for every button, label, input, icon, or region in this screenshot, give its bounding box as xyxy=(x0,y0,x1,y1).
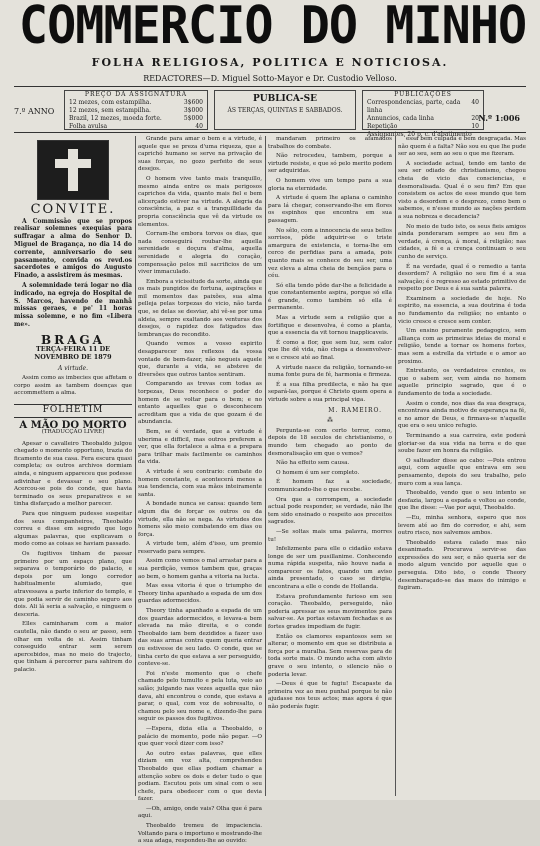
price-value: 3$600 xyxy=(183,99,203,106)
article-paragraph: É a sua filha predilecta, e não ha que separá-las, porque é Christo quem opera a virtude sobre a sua principal viga. xyxy=(268,381,392,403)
prices-heading: PREÇO DA ASSIGNATURA xyxy=(84,91,188,98)
column-1 xyxy=(14,136,132,796)
pub-value: 40 xyxy=(471,99,479,106)
editors-line: REDACTORES—D. Miguel Sotto-Mayor e Dr. Custodio Velloso. xyxy=(143,74,397,83)
publica-heading: PUBLICA-SE xyxy=(252,94,317,104)
story-paragraph: Foi n'este momento que o chefe chamado pelo tumulto e pela luta, veio ao salão; julgando nas vezes aquella que não dava, ahi encontrou o conde, que estava a parar, o qual, com voz de sobresalto, o chamou pelo seu nome e, dizendo-lhe para seguir os passos dos fugitivos. xyxy=(138,670,262,723)
pub-label: Repetição xyxy=(367,123,398,130)
anno-label: 7.º ANNO xyxy=(14,107,55,116)
rule-top xyxy=(14,86,526,87)
story-paragraph: Elles caminharam com a maior cautella, não dando o seu ar passo, sem olhar em volta de si. Assim tinham conseguido entrar sem serem apercebidos, mas no meio do trajecto, que tinham á percorrer para sahirem do palacio. xyxy=(14,621,132,673)
column-rule xyxy=(395,136,396,796)
story-paragraph: O salteador disse ao cabo: —Pois entrou aqui, com aquelle que entrava em seu pensamento, depois do seu trabalho, pelo muro com a sua lança. xyxy=(398,457,526,487)
section-braga: BRAGA xyxy=(41,332,105,347)
article-paragraph: A sociedade actual, tendo em tanto de seu ser odiado de christianismo, chegou cheia de vicio das consciencias, e desmoralisada. Qual é o seu fim? Em que consistem os actos de esse mundo que tem visto a desordem e o desprezo, como bem o sabemos, e n'esse mundo as nações perdem a sua nobreza e decadencia? xyxy=(398,160,526,220)
article-paragraph: Comparando as trevas com todas as torpezas, Deus reconhece o poder do homem de se voltar para o bem; e no entanto aquelles que o desconhecem acreditam que a vida de que gozam é de abundancia. xyxy=(138,381,262,426)
story-paragraph: Para que ninguem pudesse suspeitar dos seus companheiros, Theobaldo correu e disse em segredo que logo algumas palavras, que explicavam o modo como as coisas se haviam passado. xyxy=(14,511,132,548)
column-rule xyxy=(265,136,266,796)
article-paragraph: A bondade nunca se cansa: quando tem algum dia de forçar os outros ou da virtude, ella não se nega. As virtudes dos homens são meio combatendo em dias ou força. xyxy=(138,501,262,538)
price-label: 12 mezes, com estampilha. xyxy=(69,99,152,106)
column-2 xyxy=(138,136,262,845)
price-label: Brazil, 12 mezes, moeda forte. xyxy=(69,115,162,122)
article-paragraph: Mas a virtude sem a religião que a fortifique e desenvolva, é como a planta, que a essencia da vit tornou inapplicaveis. xyxy=(268,315,392,337)
story-paragraph: Theobaldo estava calado mas não desanimado. Procurava servir-se das expressões do seu ser, e não queria ser de modo algum vencido por aquelle que o perseguia. Dito isto, o conde Theory desembaraçado-se das maos do inimigo e fugiram. xyxy=(398,539,526,592)
price-value: 40 xyxy=(195,123,203,130)
issue-number: N.º 1:006 xyxy=(478,113,520,123)
price-row xyxy=(65,107,207,115)
story-paragraph: —Eu, minha senhora, espero que nos levem até ao fim do corredor, e ahi, sem outro risco, nos salvemos ambos. xyxy=(398,514,526,537)
story-title: A MÃO DO MORTO xyxy=(19,419,127,431)
price-row xyxy=(65,99,207,107)
article-paragraph: Um ensino puramente pedagogico, sem alliança com as primeiras ideias de moral e religião, tende a tornar os homens fortes, mas sem a estrella da virtude e o amor ao proximo. xyxy=(398,328,526,365)
article-paragraph: Não ha effeito sem causa. xyxy=(276,460,350,467)
price-value: 3$000 xyxy=(183,107,203,114)
article-paragraph: A virtude tem, além d'isso, um premio reservado para sempre. xyxy=(138,541,262,555)
article-paragraph: Assim como as imbecies que affetam o corpo assim as tambem doenças que accommettem a alma. xyxy=(14,375,132,397)
article-paragraph: Grande para amar o bem e a virtude, é aquele que se preza d'uma riqueza, que a caprichó humano se serve na privação de suas forças, no gozo perfeito de seus desejos. xyxy=(138,136,262,173)
price-value: 5$000 xyxy=(183,115,203,122)
article-paragraph: Não retrocedeu, tambem, porque a virtude resiste, e que só pelo merito podem ser adquiridas. xyxy=(268,153,392,175)
story-paragraph: Então os clamores espantosos sem se alterar, o momento em que se distribuia a força por a muralha. Sem reservas para de toda sorte mais. O mundo acha com alivio grave o seu intento, o silencio não o poderia levar. xyxy=(268,633,392,678)
article-paragraph: Examinem a sociedade de hoje. No espirito, na essencia, a sua doutrina é toda no fundamento da religião; no entanto o vicio cresce e cresce sem conter. xyxy=(398,295,526,325)
story-paragraph: Infelizmente para elle o cidadão estava longe de ser um pusillanime. Conhecendo numa rápida suspeita, não houve nada a comparecer os fatos, quando um aviso ainda presentado, o caso se dirigia, encontrara a elle o conde de Hollanda. xyxy=(268,546,392,591)
publications-box xyxy=(362,90,484,138)
story-paragraph: Theobaldo tremeu de impaciencia. Voltando para o importuno e mostrando-lhe a sua adaga, respondeu-lhe ao ouvido: xyxy=(138,823,262,845)
pub-row xyxy=(363,115,483,123)
dateline: TERÇA-FEIRA 11 DE NOVEMBRO DE 1879 xyxy=(34,345,112,361)
story-subtitle: (TRADUCÇÃO LIVRE) xyxy=(41,429,105,436)
story-paragraph: Estava profundamente furioso em seu coração. Theobaldo, perseguido, não poderia apressar os seus movimentos para salvar-se. As portas estavam fechadas e as fortes grades impediam de fugir. xyxy=(268,593,392,631)
article-paragraph: É homem faz a sociedade, communicando-lhe o que recebe. xyxy=(268,479,392,493)
article-paragraph: A virtude é seu contrario: combate do homem constante, e acontecerá menos a sua tendencia, com sua mãos inteiramente santa. xyxy=(138,468,262,498)
article-heading: A virtude. xyxy=(58,364,88,372)
story-paragraph: —Deus é que te fugiu! Escapaste da primeira vez ao meu punhal porque te não ajudasse nos teus actos; mas agora é que não poderás fugir. xyxy=(268,681,392,710)
price-row xyxy=(65,115,207,123)
story-paragraph: Ao outro estas palavras, que elles diziam em voz alta, comprehendeu Theobaldo que ellas podiam chamar a attenção sobre os dois e deter tudo o que podiam. Escutou pois um sinal com o seu chefe, para obedecer com o que devia fazer. xyxy=(138,750,262,803)
article-paragraph: Assim o conde, nos dias da sua desgraça, encontrava ainda motivo de esperança na fé, e no amor de Deus, e firmava-se n'aquelle que era o seu unico refugio. xyxy=(398,400,526,430)
publica-box xyxy=(214,90,356,130)
pub-label: Assignantes, 20 p. c. d'abatimento xyxy=(367,131,472,138)
article-paragraph: É na verdade, qual é o remedio a tanta desordem? A religião no seu fim é a sua salvação; é o regresso ao estado primitivo de respeito por Deus e á sua santa palavra. xyxy=(398,263,527,293)
article-paragraph: No meio de tudo isto, os seus fieis amigos ainda ponderaram sempre ao seu fim a verdade, á crença, á moral, á religião; nas cidades, a fé e a crença continuam o seu cunho de serviço. xyxy=(398,223,526,260)
price-label: 12 mezes, sem estampilha. xyxy=(69,107,151,114)
rule-info-bottom xyxy=(14,132,526,133)
article-signature: M. RAMEIRO. xyxy=(328,406,382,414)
separator: ⁂ xyxy=(327,417,333,425)
convite-text: A solemnidade terá logar no dia indicado, na egreja do Hospital de S. Marcos, havendo de manhã missas geraes, e pe' 11 horas missa solemne, e no fim «Libera me». xyxy=(14,281,132,328)
pub-value: 20 xyxy=(471,115,479,122)
convite-text: A Commissão que se propos realisar solemnes exequias para suffragar a alma do Senhor D. Miguel de Bragança, no dia 14 do corrente, anniversario do seu passamento, convida os revd.os sacerdotes e amigos do Augusto Finado, a assistirem ás mesmas. xyxy=(14,217,132,280)
column-3 xyxy=(268,136,392,796)
story-paragraph: —Oh, amigo, onde vais? Olha que é para aqui. xyxy=(138,805,262,820)
prices-box xyxy=(64,90,208,130)
newspaper-subtitle: FOLHA RELIGIOSA, POLITICA E NOTICIOSA. xyxy=(91,56,449,69)
newspaper-title: COMMERCIO DO MINHO xyxy=(18,0,527,56)
price-label: Folha avulsa xyxy=(69,123,108,130)
article-paragraph: É como a flor, que sem luz, sem calor que lhe dê vida, não chega a desenvolver-se e cresce até ao final. xyxy=(268,339,392,362)
column-rule xyxy=(135,136,136,796)
publications-heading: PUBLICAÇÕES xyxy=(394,91,452,98)
article-paragraph: O homem é um ser completo. xyxy=(276,469,360,476)
article-paragraph: Assim como vemos o mal arrastar para a sua perdição, vemos tambem que, graças ao bem, o homem ganha a vitoria na lucta. xyxy=(138,558,262,580)
article-paragraph: A virtude nasce da religião, tornando-se numa fonte pura de fé, harmonia e firmeza. xyxy=(268,364,392,379)
column-4 xyxy=(398,136,526,796)
article-paragraph: O homem vive tanto mais tranquillo, mesmo ainda entre os mais perigosos caprichos da vida, quanto mais fiel e bem alicerçado estiver na virtude. A alegria da consciência, a paz e a tranquillidade da propria consciência que vê da virtude os elementos. xyxy=(138,175,262,228)
article-paragraph: mandaram primeiro os afamados trabalhos do combate. xyxy=(268,136,392,150)
article-paragraph: Embora a vicissitude da sorte, ainda que os mais pungidos de fortuna, aspirações e mil momentos das paixões, sua alma pelleja pelas torpezas do vicio, não tarda que, se delas se desviar, ahi vê-se por uma aldeia, sempre exaltando aos venturas dos desejos, o rapidez dos fatigados das lembranças do recondito. xyxy=(138,278,262,338)
article-paragraph: A virtude é quem lhe aplana o caminho para lá chegar, conservando-lhe em flores os espinhos que encontra em sua passagem. xyxy=(268,195,392,224)
story-paragraph: Apesar o cavalleiro Theobaldo julgou chegado o momento opportuno, trazia do ficamento de sua casa. Fera escura quasi completa; os outros archivos dormiam ainda, e ninguem appareceu que podesse adivinhar e devassar o seu plano. Acercou-se pois do conde, que havia terminado os seus preparativos e se tinha disfarçado a melhor parecer. xyxy=(14,440,132,508)
article-paragraph: Entretanto, os verdadeiros crentes, os que o sabem ser, vem ainda no homem aquelle principio sagrado, que é o fundamento de toda a sociedade. xyxy=(398,368,526,397)
folhetim-heading: FOLHETIM xyxy=(14,404,132,418)
article-paragraph: Só ella tendo pôde dar-lhe a felicidade a que constantemente aspira, porque só ella é grande, como também só ella é permanente. xyxy=(268,282,392,312)
story-paragraph: Theobaldo, vendo que o seu intento se desfazia, largou a espada e voltou ao conde, que lhe disse: —Vae por aqui, Theobaldo. xyxy=(398,490,526,512)
convite-heading: CONVITE. xyxy=(30,202,116,217)
article-paragraph: Terminando a sua carreira, este poderá gloriar-se da sua vida na terra e do que soube fazer em honra da religião. xyxy=(398,432,526,455)
article-paragraph: Pergunta-se com certo terror, como, depois de 18 seculos de christianismo, o mundo tem chegado ao ponto de desmoralisação em que o vemos? xyxy=(268,427,392,457)
pub-label: Correspondencias, parte, cada linha xyxy=(367,99,461,114)
pub-row xyxy=(363,123,483,131)
story-paragraph: —Se soltas mais uma palavra, morres tu! xyxy=(268,528,392,543)
article-paragraph: essa bem culpada e bem desgraçada. Mas não quem é a falta? Não sou eu que lhe pude ser ao seu, sem ao seu o que me fizeram. xyxy=(398,136,526,158)
pub-row xyxy=(363,99,483,115)
article-paragraph: Bem, se é verdade, que a virtude é uberima e difficil, mas outros preferem a ver, que ella fortalece a alma e a prepara para trilhar mais facilmente os caminhos da vida. xyxy=(138,428,262,466)
masthead xyxy=(0,0,540,56)
publica-days: ÁS TERÇAS, QUINTAS E SABBADOS. xyxy=(227,107,343,114)
info-bar xyxy=(14,88,526,138)
pub-label: Annuncios, cada linha xyxy=(367,115,434,122)
article-paragraph: Corram-lhe embora torvos os dias, que nada conseguirá roubar-lhe aquella serenidade e doçura d'alma, aquella serenidade e alegria do coração, compensação pelos mil sacrificios de um viver immaculado. xyxy=(138,231,262,276)
pub-value: 10 xyxy=(471,123,479,130)
article-paragraph: Mas essa vitoria é que o triumpho de Theory tinha apanhado a espada de um dos guardas adormecidos. xyxy=(138,583,262,605)
article-paragraph: O homem vive um tempo para a sua gloria na eternidade. xyxy=(268,177,392,192)
mourning-cross-icon xyxy=(37,140,109,200)
price-row xyxy=(65,123,207,131)
article-paragraph: Ora que a corrompem, a sociedade actual pode responder, se verdade, não lhe tem sido ensinado o respeito aos preceitos sagrados. xyxy=(268,496,392,526)
story-paragraph: —Espera, dizia ella a Theobaldo, o palácio de momento, pode não pegar. —O que quer você dizer com isso? xyxy=(138,725,262,748)
article-paragraph: Quando vemos a vosso espirito desapparecer nos reflexos da vossa vontade de bem-fazer, não negueis aquele que, durante a vida, se absteve de diversões que outros tantos sentiram. xyxy=(138,341,262,378)
article-paragraph: No sêlo, com a innocencia de seus bellos sorrisos, pôde adquirir-se o triste amargura de existencia, e torna-lhe em cerco de perfidias para a amada, pois quanto mais se conhece do seu ser, uma vez eleva a alma cheia de bençãos para o céu. xyxy=(268,227,392,280)
story-paragraph: Theory tinha apanhado a espada de um dos guardas adormecidos, e levava-a bem elevada na mão direita, e o conde Theobaldo iam bem dezididos a fazer uso das suas armas contra quem queria entrar ou estivesse de seu lado. O conde, que se tinha certo de que estava a ser perseguido, conteve-se. xyxy=(138,608,262,668)
story-paragraph: Os fugitivos tinham de passar primeiro por um espaço plano, que separava o temporário do palacio, e depois por um longo corredor habitualmente alumiado, que atravessava a parte inferior do templo, e que podia servir de caminho seguro aos dois. Ali lá seria a salvação, e ninguem o desceria. xyxy=(14,551,132,618)
